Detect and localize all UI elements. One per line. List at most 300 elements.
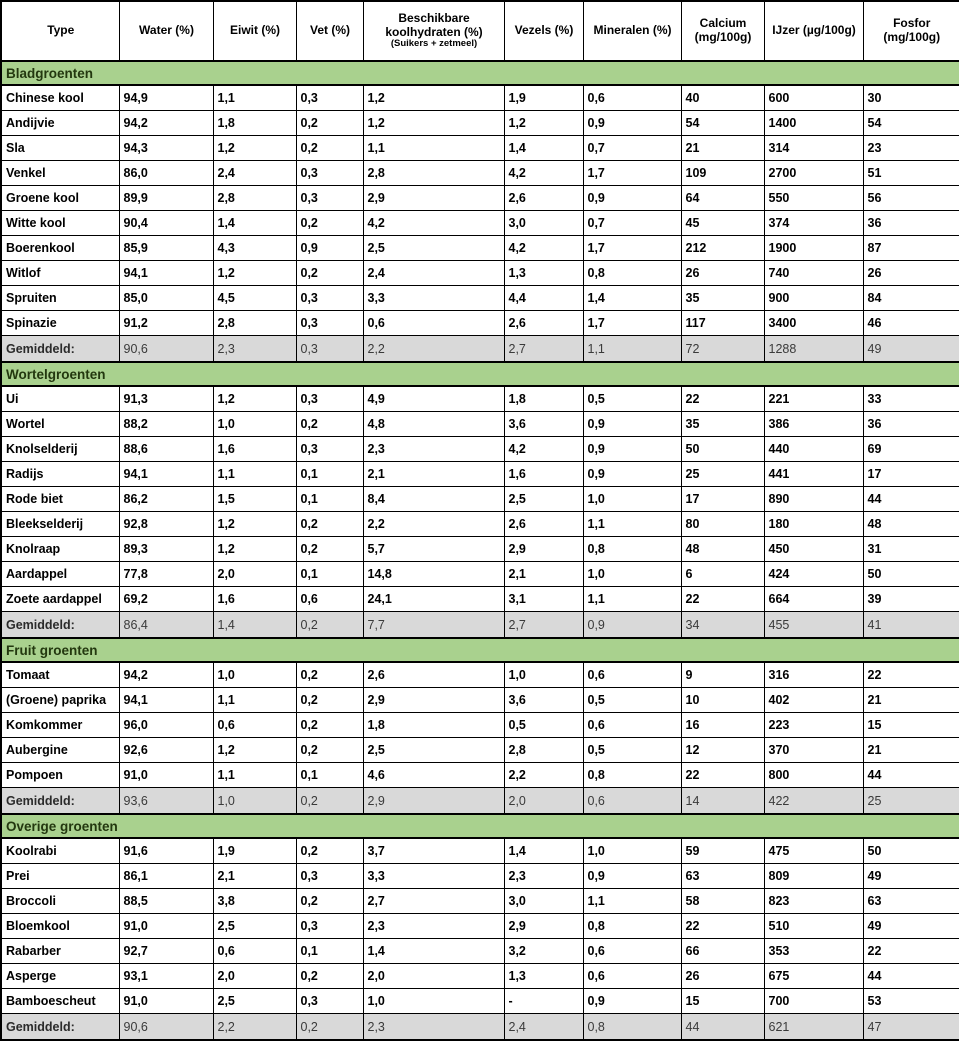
value-cell: 740	[764, 261, 863, 286]
value-cell: 17	[863, 462, 959, 487]
value-cell: 2,0	[213, 562, 296, 587]
value-cell: 0,3	[296, 161, 363, 186]
value-cell: 1900	[764, 236, 863, 261]
average-row-wortelgroenten	[1, 612, 959, 639]
value-cell: 1,1	[583, 889, 681, 914]
average-value-cell: 90,6	[119, 336, 213, 363]
row-type-label: Venkel	[1, 161, 119, 186]
column-label: Mineralen (%)	[593, 23, 672, 38]
row-type-label: Andijvie	[1, 111, 119, 136]
value-cell: 0,2	[296, 136, 363, 161]
average-value-cell: 49	[863, 336, 959, 363]
column-label: Beschikbare koolhydraten (%)	[385, 10, 483, 39]
table-row-sla	[1, 136, 959, 161]
value-cell: 0,6	[583, 662, 681, 688]
value-cell: 36	[863, 211, 959, 236]
value-cell: 1,2	[213, 738, 296, 763]
average-label: Gemiddeld:	[1, 1014, 119, 1041]
value-cell: 36	[863, 412, 959, 437]
value-cell: 800	[764, 763, 863, 788]
table-row-wortel	[1, 412, 959, 437]
average-value-cell: 0,2	[296, 1014, 363, 1041]
average-label: Gemiddeld:	[1, 788, 119, 815]
value-cell: 10	[681, 688, 764, 713]
row-type-label: Witte kool	[1, 211, 119, 236]
value-cell: 1,8	[504, 386, 583, 412]
value-cell: 22	[863, 662, 959, 688]
value-cell: 2,3	[504, 864, 583, 889]
column-label: Calcium (mg/100g)	[694, 16, 752, 44]
value-cell: 0,1	[296, 487, 363, 512]
section-header-wortelgroenten: Wortelgroenten	[1, 362, 959, 386]
value-cell: 3,0	[504, 211, 583, 236]
table-row-pompoen	[1, 763, 959, 788]
value-cell: 1,2	[363, 111, 504, 136]
value-cell: 510	[764, 914, 863, 939]
value-cell: 26	[681, 261, 764, 286]
average-value-cell: 2,7	[504, 612, 583, 639]
value-cell: 2,8	[363, 161, 504, 186]
table-row-zoete-aardappel	[1, 587, 959, 612]
value-cell: 0,6	[296, 587, 363, 612]
value-cell: 1,0	[363, 989, 504, 1014]
value-cell: 0,9	[583, 111, 681, 136]
value-cell: 3,7	[363, 838, 504, 864]
value-cell: 1,2	[213, 512, 296, 537]
value-cell: 40	[681, 85, 764, 111]
row-type-label: Boerenkool	[1, 236, 119, 261]
value-cell: 46	[863, 311, 959, 336]
average-value-cell: 0,2	[296, 788, 363, 815]
value-cell: 21	[863, 688, 959, 713]
value-cell: 386	[764, 412, 863, 437]
average-value-cell: 2,4	[504, 1014, 583, 1041]
value-cell: 675	[764, 964, 863, 989]
value-cell: 0,8	[583, 537, 681, 562]
table-row-groene-paprika	[1, 688, 959, 713]
value-cell: 0,9	[583, 437, 681, 462]
average-value-cell: 2,3	[213, 336, 296, 363]
section-header-fruit-groenten: Fruit groenten	[1, 638, 959, 662]
value-cell: 0,9	[583, 864, 681, 889]
value-cell: 22	[681, 763, 764, 788]
value-cell: 1,0	[504, 662, 583, 688]
column-header-vet	[296, 1, 363, 61]
value-cell: 0,3	[296, 864, 363, 889]
average-value-cell: 0,6	[583, 788, 681, 815]
value-cell: 0,5	[583, 738, 681, 763]
value-cell: 5,7	[363, 537, 504, 562]
value-cell: 4,5	[213, 286, 296, 311]
value-cell: 1,1	[213, 688, 296, 713]
row-type-label: Radijs	[1, 462, 119, 487]
value-cell: 14,8	[363, 562, 504, 587]
row-type-label: Pompoen	[1, 763, 119, 788]
average-value-cell: 44	[681, 1014, 764, 1041]
value-cell: 59	[681, 838, 764, 864]
value-cell: 2,5	[213, 914, 296, 939]
section-header-bladgroenten: Bladgroenten	[1, 61, 959, 85]
value-cell: 21	[863, 738, 959, 763]
value-cell: 48	[681, 537, 764, 562]
value-cell: 0,8	[583, 914, 681, 939]
value-cell: 2,3	[363, 914, 504, 939]
row-type-label: Asperge	[1, 964, 119, 989]
value-cell: 64	[681, 186, 764, 211]
column-header-ijzer-g-100g	[764, 1, 863, 61]
value-cell: 3400	[764, 311, 863, 336]
value-cell: 700	[764, 989, 863, 1014]
value-cell: 2,1	[213, 864, 296, 889]
table-row-knolselderij	[1, 437, 959, 462]
value-cell: 87	[863, 236, 959, 261]
column-label: Type	[47, 23, 75, 38]
value-cell: 0,9	[583, 412, 681, 437]
value-cell: 86,0	[119, 161, 213, 186]
table-row-witte-kool	[1, 211, 959, 236]
value-cell: 3,2	[504, 939, 583, 964]
value-cell: 2,4	[363, 261, 504, 286]
table-row-komkommer	[1, 713, 959, 738]
row-type-label: Chinese kool	[1, 85, 119, 111]
value-cell: 4,8	[363, 412, 504, 437]
value-cell: 1,8	[213, 111, 296, 136]
column-header-water	[119, 1, 213, 61]
average-value-cell: 93,6	[119, 788, 213, 815]
value-cell: 2,5	[363, 738, 504, 763]
section-row-bladgroenten	[1, 61, 959, 85]
value-cell: 63	[681, 864, 764, 889]
value-cell: 1,4	[504, 838, 583, 864]
value-cell: 94,2	[119, 662, 213, 688]
value-cell: 21	[681, 136, 764, 161]
table-row-ui	[1, 386, 959, 412]
value-cell: 45	[681, 211, 764, 236]
value-cell: 600	[764, 85, 863, 111]
column-label: IJzer (µg/100g)	[772, 23, 856, 38]
table-header	[1, 1, 959, 61]
value-cell: 2,1	[363, 462, 504, 487]
average-label: Gemiddeld:	[1, 336, 119, 363]
value-cell: 12	[681, 738, 764, 763]
row-type-label: Zoete aardappel	[1, 587, 119, 612]
average-value-cell: 2,9	[363, 788, 504, 815]
row-type-label: Spinazie	[1, 311, 119, 336]
value-cell: 0,3	[296, 386, 363, 412]
value-cell: 221	[764, 386, 863, 412]
average-value-cell: 1,1	[583, 336, 681, 363]
value-cell: 2,8	[213, 186, 296, 211]
value-cell: 0,7	[583, 136, 681, 161]
average-value-cell: 0,8	[583, 1014, 681, 1041]
table-row-prei	[1, 864, 959, 889]
value-cell: 2,6	[504, 186, 583, 211]
value-cell: 2,6	[504, 311, 583, 336]
value-cell: 0,6	[213, 939, 296, 964]
value-cell: 35	[681, 412, 764, 437]
value-cell: 94,9	[119, 85, 213, 111]
value-cell: 1,0	[583, 562, 681, 587]
value-cell: 51	[863, 161, 959, 186]
value-cell: 23	[863, 136, 959, 161]
table-row-broccoli	[1, 889, 959, 914]
value-cell: 3,6	[504, 688, 583, 713]
value-cell: 91,0	[119, 989, 213, 1014]
average-value-cell: 0,3	[296, 336, 363, 363]
average-value-cell: 41	[863, 612, 959, 639]
value-cell: 2,1	[504, 562, 583, 587]
value-cell: 92,8	[119, 512, 213, 537]
value-cell: 0,9	[583, 462, 681, 487]
value-cell: 1400	[764, 111, 863, 136]
column-header-beschikbare-koolhydraten	[363, 1, 504, 61]
value-cell: 1,7	[583, 311, 681, 336]
section-row-overige-groenten	[1, 814, 959, 838]
value-cell: 900	[764, 286, 863, 311]
value-cell: 0,2	[296, 261, 363, 286]
value-cell: 49	[863, 864, 959, 889]
value-cell: 22	[681, 386, 764, 412]
value-cell: 0,6	[213, 713, 296, 738]
table-row-venkel	[1, 161, 959, 186]
value-cell: 94,1	[119, 462, 213, 487]
value-cell: 1,1	[583, 512, 681, 537]
value-cell: 1,1	[363, 136, 504, 161]
value-cell: 88,5	[119, 889, 213, 914]
row-type-label: Knolselderij	[1, 437, 119, 462]
value-cell: 80	[681, 512, 764, 537]
value-cell: 0,3	[296, 437, 363, 462]
value-cell: 69	[863, 437, 959, 462]
value-cell: 1,1	[583, 587, 681, 612]
section-row-wortelgroenten	[1, 362, 959, 386]
value-cell: 17	[681, 487, 764, 512]
value-cell: 2,9	[504, 537, 583, 562]
value-cell: 0,2	[296, 713, 363, 738]
value-cell: 86,1	[119, 864, 213, 889]
average-value-cell: 621	[764, 1014, 863, 1041]
value-cell: 96,0	[119, 713, 213, 738]
value-cell: 809	[764, 864, 863, 889]
value-cell: 91,0	[119, 914, 213, 939]
value-cell: 56	[863, 186, 959, 211]
value-cell: 374	[764, 211, 863, 236]
value-cell: 370	[764, 738, 863, 763]
value-cell: 22	[681, 914, 764, 939]
row-type-label: Witlof	[1, 261, 119, 286]
average-row-bladgroenten	[1, 336, 959, 363]
row-type-label: Broccoli	[1, 889, 119, 914]
value-cell: 1,6	[213, 587, 296, 612]
row-type-label: Bamboescheut	[1, 989, 119, 1014]
value-cell: 44	[863, 763, 959, 788]
value-cell: 4,2	[504, 161, 583, 186]
value-cell: 223	[764, 713, 863, 738]
value-cell: 1,2	[213, 537, 296, 562]
value-cell: 54	[863, 111, 959, 136]
value-cell: 1,7	[583, 161, 681, 186]
value-cell: 664	[764, 587, 863, 612]
value-cell: 91,0	[119, 763, 213, 788]
row-type-label: Knolraap	[1, 537, 119, 562]
table-row-bleekselderij	[1, 512, 959, 537]
value-cell: 1,9	[213, 838, 296, 864]
value-cell: 4,2	[363, 211, 504, 236]
value-cell: 91,3	[119, 386, 213, 412]
value-cell: 1,4	[363, 939, 504, 964]
value-cell: 2,9	[504, 914, 583, 939]
value-cell: 50	[863, 838, 959, 864]
value-cell: 0,1	[296, 763, 363, 788]
average-row-fruit-groenten	[1, 788, 959, 815]
value-cell: 31	[863, 537, 959, 562]
value-cell: 3,3	[363, 286, 504, 311]
average-value-cell: 25	[863, 788, 959, 815]
value-cell: 314	[764, 136, 863, 161]
value-cell: 94,2	[119, 111, 213, 136]
value-cell: 1,6	[213, 437, 296, 462]
value-cell: 15	[863, 713, 959, 738]
value-cell: 1,6	[504, 462, 583, 487]
value-cell: 24,1	[363, 587, 504, 612]
value-cell: 44	[863, 487, 959, 512]
column-label: Vet (%)	[309, 23, 350, 38]
row-type-label: Aardappel	[1, 562, 119, 587]
value-cell: 1,2	[213, 136, 296, 161]
average-value-cell: 2,3	[363, 1014, 504, 1041]
average-value-cell: 0,2	[296, 612, 363, 639]
value-cell: 0,2	[296, 838, 363, 864]
row-type-label: Rabarber	[1, 939, 119, 964]
value-cell: 0,2	[296, 889, 363, 914]
value-cell: 3,1	[504, 587, 583, 612]
value-cell: 0,9	[296, 236, 363, 261]
column-label: Water (%)	[139, 23, 194, 38]
value-cell: 0,2	[296, 512, 363, 537]
value-cell: 117	[681, 311, 764, 336]
value-cell: 890	[764, 487, 863, 512]
average-value-cell: 0,9	[583, 612, 681, 639]
row-type-label: Spruiten	[1, 286, 119, 311]
row-type-label: Bloemkool	[1, 914, 119, 939]
value-cell: 54	[681, 111, 764, 136]
value-cell: 0,6	[583, 964, 681, 989]
value-cell: 94,1	[119, 261, 213, 286]
table-row-rode-biet	[1, 487, 959, 512]
value-cell: 4,2	[504, 236, 583, 261]
table-row-spinazie	[1, 311, 959, 336]
value-cell: 25	[681, 462, 764, 487]
value-cell: 89,3	[119, 537, 213, 562]
value-cell: 109	[681, 161, 764, 186]
average-value-cell: 1288	[764, 336, 863, 363]
average-value-cell: 1,0	[213, 788, 296, 815]
value-cell: 2,9	[363, 186, 504, 211]
value-cell: 2,5	[504, 487, 583, 512]
value-cell: 0,3	[296, 914, 363, 939]
column-header-eiwit	[213, 1, 296, 61]
average-value-cell: 2,7	[504, 336, 583, 363]
value-cell: 2,4	[213, 161, 296, 186]
value-cell: 3,8	[213, 889, 296, 914]
average-value-cell: 1,4	[213, 612, 296, 639]
value-cell: 180	[764, 512, 863, 537]
value-cell: 0,6	[583, 713, 681, 738]
row-type-label: Groene kool	[1, 186, 119, 211]
value-cell: 1,9	[504, 85, 583, 111]
value-cell: 0,5	[583, 688, 681, 713]
value-cell: 1,8	[363, 713, 504, 738]
value-cell: 2,8	[213, 311, 296, 336]
table-row-rabarber	[1, 939, 959, 964]
column-label: Eiwit (%)	[230, 23, 280, 38]
column-label: Fosfor (mg/100g)	[883, 16, 941, 44]
value-cell: 2,3	[363, 437, 504, 462]
value-cell: 85,0	[119, 286, 213, 311]
column-header-calcium-mg-100g	[681, 1, 764, 61]
value-cell: 0,2	[296, 211, 363, 236]
row-type-label: Ui	[1, 386, 119, 412]
row-type-label: Koolrabi	[1, 838, 119, 864]
value-cell: 30	[863, 85, 959, 111]
value-cell: 0,3	[296, 286, 363, 311]
value-cell: 33	[863, 386, 959, 412]
column-header-fosfor-mg-100g	[863, 1, 959, 61]
average-value-cell: 422	[764, 788, 863, 815]
value-cell: 0,8	[583, 763, 681, 788]
average-value-cell: 7,7	[363, 612, 504, 639]
value-cell: 3,3	[363, 864, 504, 889]
value-cell: 88,6	[119, 437, 213, 462]
average-value-cell: 2,2	[363, 336, 504, 363]
value-cell: 1,4	[213, 211, 296, 236]
value-cell: 0,1	[296, 562, 363, 587]
value-cell: 3,0	[504, 889, 583, 914]
value-cell: 0,3	[296, 186, 363, 211]
average-value-cell: 455	[764, 612, 863, 639]
average-value-cell: 72	[681, 336, 764, 363]
value-cell: 1,0	[583, 487, 681, 512]
value-cell: 1,7	[583, 236, 681, 261]
row-type-label: Komkommer	[1, 713, 119, 738]
column-header-vezels	[504, 1, 583, 61]
column-sublabel: (Suikers + zetmeel)	[390, 38, 478, 50]
table-row-spruiten	[1, 286, 959, 311]
section-header-overige-groenten: Overige groenten	[1, 814, 959, 838]
section-row-fruit-groenten	[1, 638, 959, 662]
value-cell: 1,1	[213, 462, 296, 487]
value-cell: 22	[863, 939, 959, 964]
value-cell: 1,3	[504, 261, 583, 286]
value-cell: 50	[863, 562, 959, 587]
value-cell: 53	[863, 989, 959, 1014]
value-cell: 1,5	[213, 487, 296, 512]
table-row-groene-kool	[1, 186, 959, 211]
table-row-bamboescheut	[1, 989, 959, 1014]
value-cell: 2,5	[363, 236, 504, 261]
value-cell: 0,6	[583, 939, 681, 964]
value-cell: 353	[764, 939, 863, 964]
value-cell: 2,6	[363, 662, 504, 688]
value-cell: 35	[681, 286, 764, 311]
average-label: Gemiddeld:	[1, 612, 119, 639]
value-cell: 94,3	[119, 136, 213, 161]
value-cell: 26	[681, 964, 764, 989]
table-row-andijvie	[1, 111, 959, 136]
value-cell: 4,9	[363, 386, 504, 412]
value-cell: 39	[863, 587, 959, 612]
value-cell: 550	[764, 186, 863, 211]
